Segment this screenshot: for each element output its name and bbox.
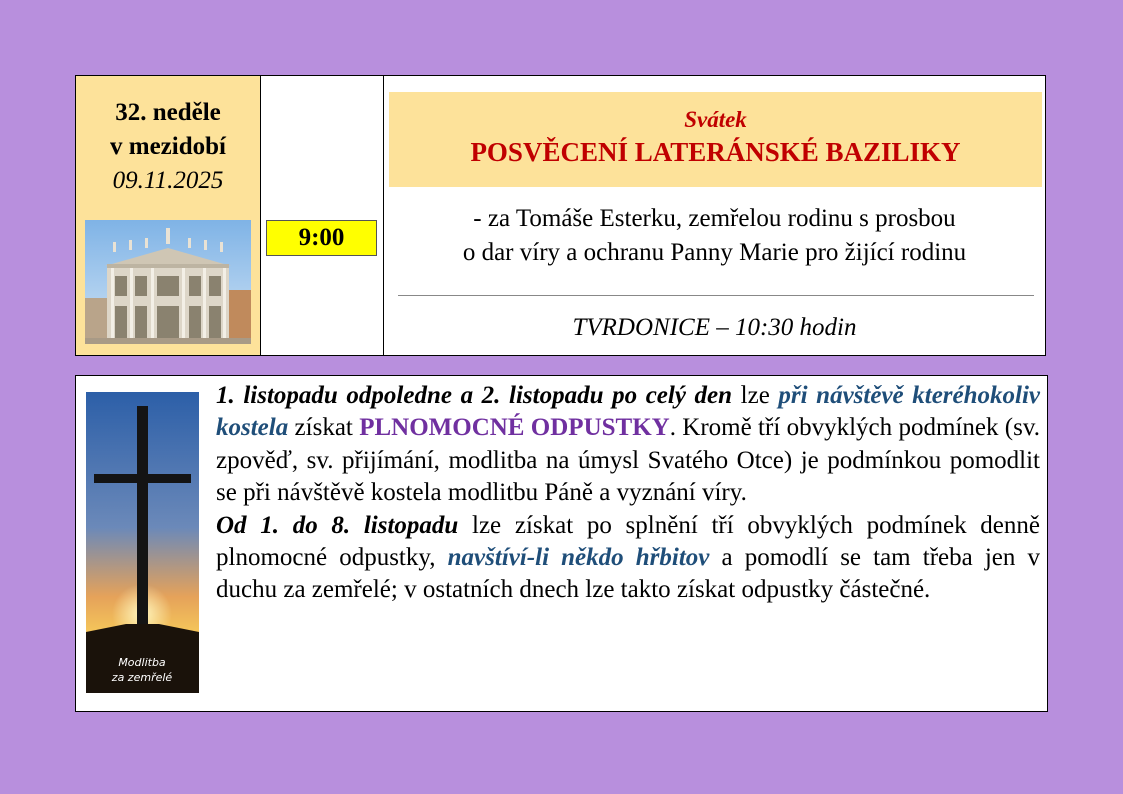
place-label: TVRDONICE – 10:30 hodin [572,314,857,341]
date-cell [76,76,261,355]
mass-intention [384,202,1045,270]
notice-text [216,380,1040,607]
notice-p1-text-2: získat [288,414,360,442]
notice-p1-text-3: . Kromě tří obvyklých podmínek (sv. zpověď, sv. přijímání, modlitba na úmysl Svatého Otce) je podmínkou pomodlit se při návštěvě kostela modlitbu Páně a vyznání víry. [216,414,1040,507]
notice-p1-text: lze [732,382,779,409]
intention-cell [384,76,1045,355]
basilica-image [85,220,251,344]
feast-subtitle: Svátek [684,107,747,132]
notice-p1-plenary: PLNOMOCNÉ ODPUSTKY [359,414,670,442]
notice-p1-dates: 1. listopadu odpoledne a 2. listopadu po celý den [216,382,733,409]
indulgence-notice [75,375,1048,712]
divider [398,295,1034,296]
cross-image [86,392,199,693]
sunday-label: 32. neděle [115,99,221,126]
time-cell [261,76,384,355]
season-label: v mezidobí [110,133,226,160]
cross-caption-line-1: Modlitba [118,656,166,669]
notice-p2-dates: Od 1. do 8. listopadu [216,511,459,539]
intention-line-1: - za Tomáše Esterku, zemřelou rodinu s prosbou [473,205,956,232]
notice-p2-cemetery: navštíví-li někdo hřbitov [447,544,710,572]
mass-time: 9:00 [266,220,377,256]
feast-title: POSVĚCENÍ LATERÁNSKÉ BAZILIKY [470,137,961,167]
feast-box [389,92,1042,187]
notice-p1-church-visit: při návštěvě kteréhokoliv kostela [216,382,1041,442]
mass-schedule-table [75,75,1046,356]
notice-p2-text: lze získat po splnění tří obvyklých podmínek denně plnomocné odpustky, [216,511,1040,572]
date-label: 09.11.2025 [112,167,224,194]
notice-p2-text-2: a pomodlí se tam třeba jen v duchu za zemřelé; v ostatních dnech lze takto získat odpustky částečné. [216,544,1040,604]
cross-caption-line-2: za zemřelé [111,671,173,684]
intention-line-2: o dar víry a ochranu Panny Marie pro žijící rodinu [462,239,967,266]
